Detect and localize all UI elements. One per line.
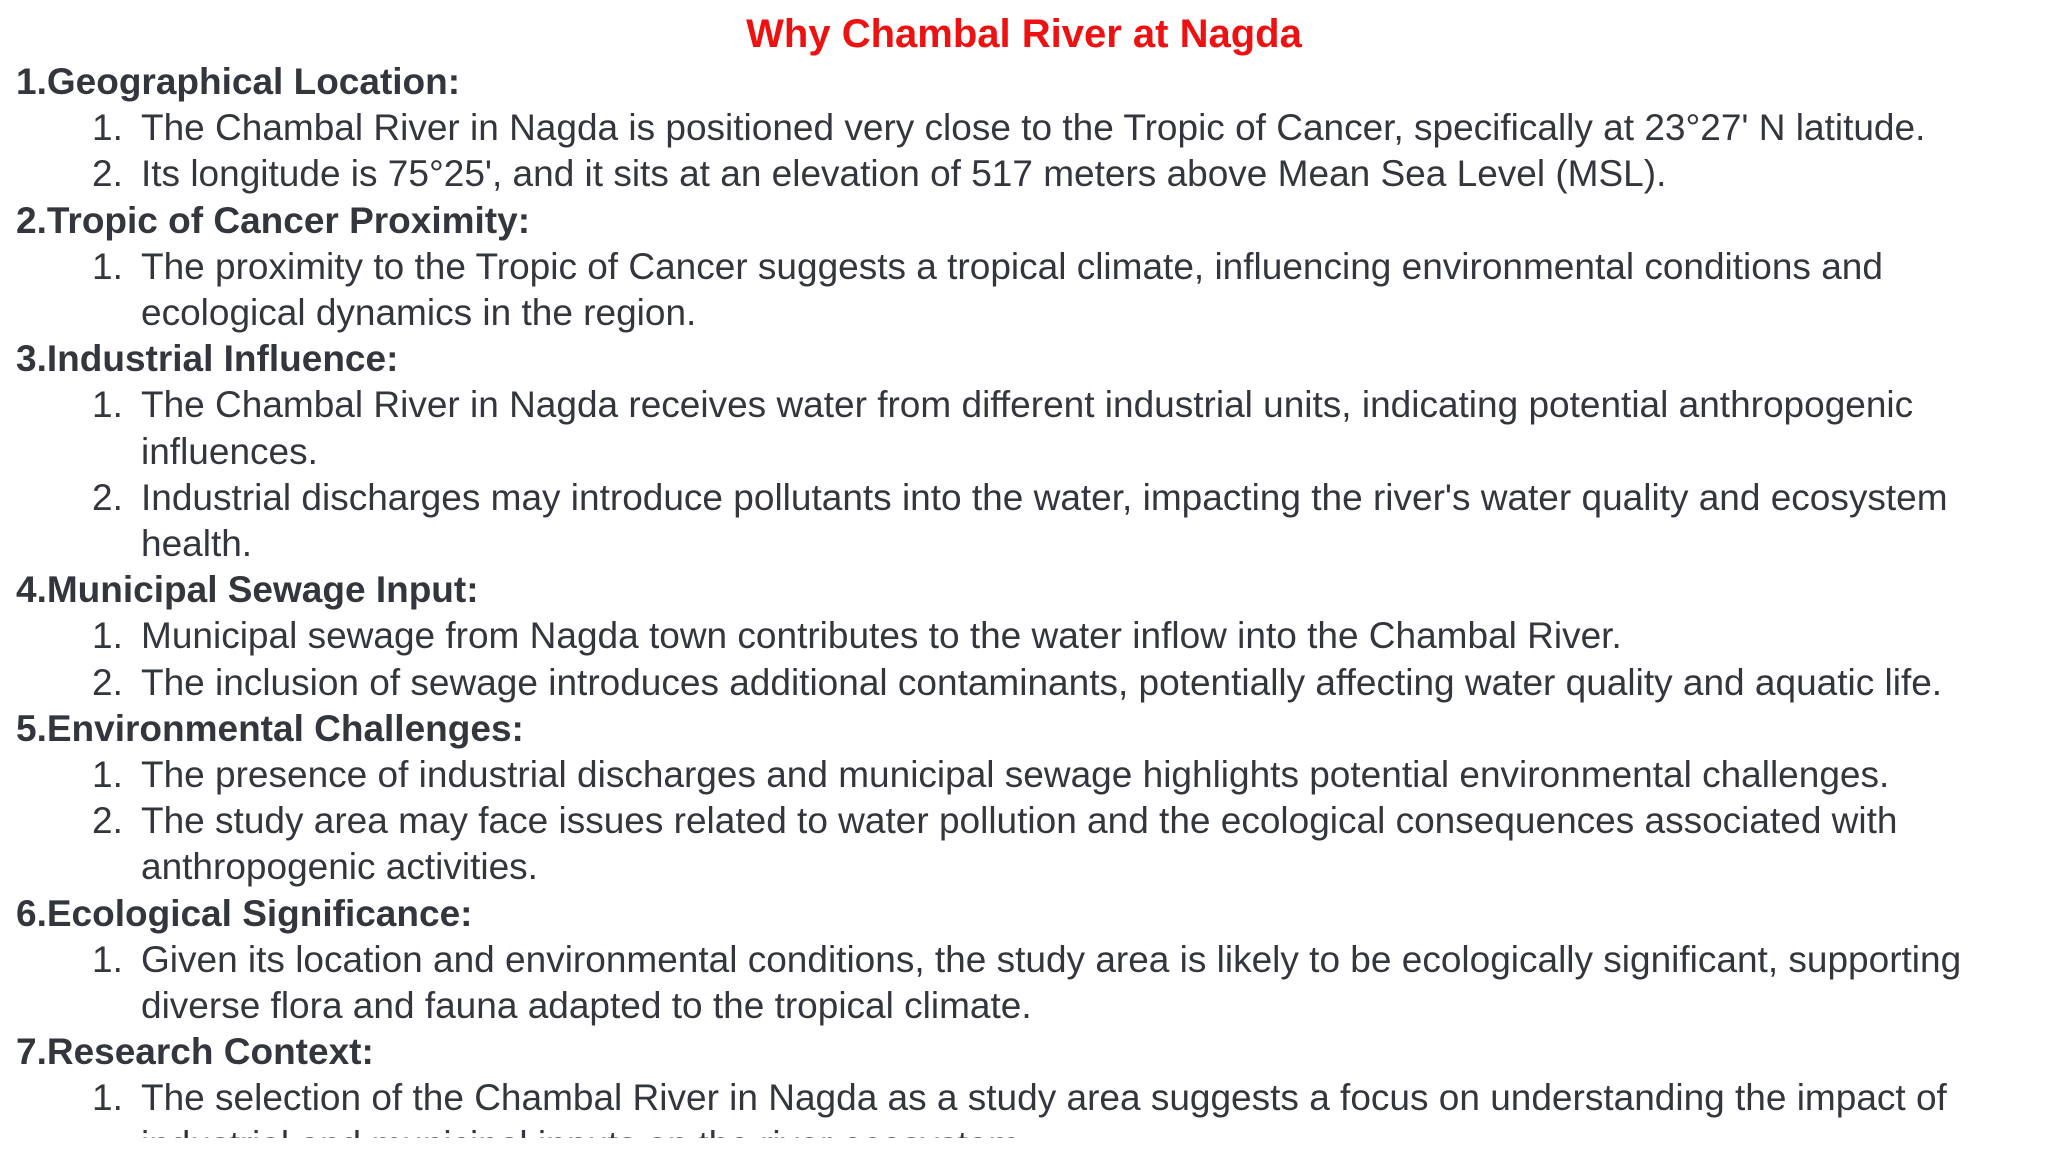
item-list — [16, 613, 2048, 705]
list-item — [16, 151, 2048, 197]
section-municipal-sewage-input — [16, 567, 2048, 706]
item-text: The Chambal River in Nagda receives water from different industrial units, indicating potential anthropogenic influences. — [141, 384, 1914, 472]
list-item — [16, 613, 2048, 659]
list-item — [16, 382, 2048, 474]
section-environmental-challenges — [16, 706, 2048, 891]
item-list — [16, 752, 2048, 891]
section-heading: 7.Research Context: — [16, 1031, 374, 1073]
item-list — [16, 382, 2048, 567]
item-text: Industrial discharges may introduce pollutants into the water, impacting the river's water quality and ecosystem health. — [141, 476, 1948, 565]
item-text: The inclusion of sewage introduces additional contaminants, potentially affecting water quality and aquatic life. — [141, 661, 1943, 703]
item-number: 1. — [92, 754, 123, 796]
item-number: 1. — [92, 615, 123, 657]
list-item — [16, 105, 2048, 151]
item-text: The presence of industrial discharges and municipal sewage highlights potential environmental challenges. — [141, 754, 1890, 796]
item-number: 1. — [92, 1077, 123, 1119]
slide-bottom-crop — [0, 1138, 2048, 1152]
section-heading: 4.Municipal Sewage Input: — [16, 569, 479, 611]
item-text: Its longitude is 75°25', and it sits at an elevation of 517 meters above Mean Sea Level (MSL). — [141, 153, 1667, 195]
item-text: The Chambal River in Nagda is positioned very close to the Tropic of Cancer, specifically at 23°27' N latitude. — [141, 107, 1926, 149]
section-tropic-of-cancer-proximity — [16, 198, 2048, 337]
section-heading: 6.Ecological Significance: — [16, 892, 473, 934]
item-list — [16, 105, 2048, 197]
list-item — [16, 475, 2048, 567]
item-number: 1. — [92, 384, 123, 426]
slide-title: Why Chambal River at Nagda — [746, 12, 1302, 56]
section-heading: 3.Industrial Influence: — [16, 338, 399, 380]
item-number: 1. — [92, 938, 123, 980]
item-list — [16, 244, 2048, 336]
section-heading: 2.Tropic of Cancer Proximity: — [16, 199, 531, 241]
item-text: Municipal sewage from Nagda town contributes to the water inflow into the Chambal River. — [141, 615, 1622, 657]
item-number: 1. — [92, 245, 123, 287]
item-list — [16, 937, 2048, 1029]
item-number: 2. — [92, 153, 123, 195]
list-item — [16, 798, 2048, 890]
list-item — [16, 937, 2048, 1029]
slide-content — [16, 59, 2048, 1152]
item-text: Given its location and environmental conditions, the study area is likely to be ecologically significant, supporting diverse flora and fauna adapted to the tropical climate. — [141, 938, 1962, 1027]
item-number: 1. — [92, 107, 123, 149]
list-item — [16, 244, 2048, 336]
section-ecological-significance — [16, 891, 2048, 1030]
item-text: The selection of the Chambal River in Nagda as a study area suggests a focus on understanding the impact of — [141, 1077, 1947, 1119]
item-text: The proximity to the Tropic of Cancer suggests a tropical climate, influencing environmental conditions and ecological dynamics in the region. — [141, 245, 1883, 334]
item-number: 2. — [92, 661, 123, 703]
section-heading: 1.Geographical Location: — [16, 61, 461, 102]
list-item — [16, 752, 2048, 798]
section-heading: 5.Environmental Challenges: — [16, 707, 524, 749]
section-research-context — [16, 1029, 2048, 1152]
item-number: 2. — [92, 800, 123, 842]
item-text: The study area may face issues related to water pollution and the ecological consequences associated with anthropogenic activities. — [141, 800, 1898, 888]
section-industrial-influence — [16, 336, 2048, 567]
item-number: 2. — [92, 476, 123, 518]
list-item — [16, 660, 2048, 706]
section-geographical-location — [16, 59, 2048, 198]
